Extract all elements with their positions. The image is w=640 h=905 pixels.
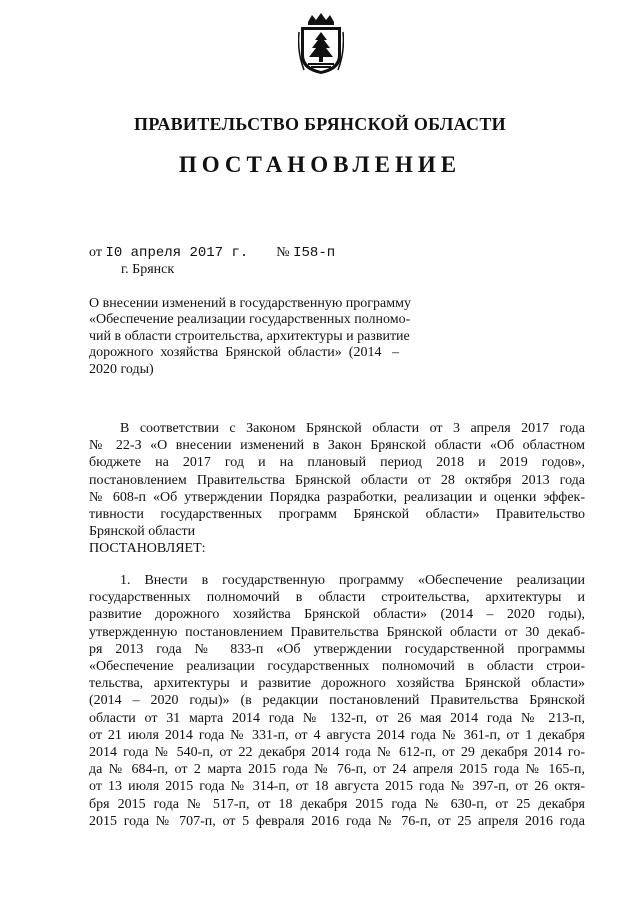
document-number: I58-п [293, 245, 336, 261]
number-prefix: № [276, 245, 290, 260]
subject-line: чий в области строительства, архитектуры и развитие [89, 328, 410, 344]
paragraph-line: 2015 года № 707-п, от 5 февраля 2016 года № 76-п, от 25 апреля 2016 года [89, 813, 585, 829]
paragraph-line: да № 684-п, от 2 марта 2015 года № 76-п, от 24 апреля 2015 года № 165-п, [89, 762, 585, 778]
paragraph-line: государственных полномочий в области строительства, архитектуры и [89, 590, 585, 606]
paragraph-line: № 608-п «Об утверждении Порядка разработки, реализации и оценки эффек- [89, 489, 585, 505]
paragraph-line: утвержденную постановлением Правительства Брянской области от 30 декаб- [89, 624, 585, 640]
item-1-paragraph [89, 572, 585, 830]
document-subject [89, 296, 439, 378]
paragraph-line: от 13 июля 2015 года № 314-п, от 18 августа 2015 года № 397-п, от 26 октя- [89, 779, 585, 795]
paragraph-line: В соответствии с Законом Брянской области от 3 апреля 2017 года [120, 421, 585, 436]
paragraph-line: Брянской области [89, 524, 196, 540]
document-type-title: ПОСТАНОВЛЕНИЕ [178, 152, 462, 177]
paragraph-line: развитие дорожного хозяйства Брянской области» (2014 – 2020 годы), [89, 607, 585, 623]
paragraph-line: области от 31 марта 2014 года № 132-п, от 26 мая 2014 года № 213-п, [89, 710, 585, 726]
resolves-heading: ПОСТАНОВЛЯЕТ: [89, 541, 206, 557]
paragraph-line: 1. Внести в государственную программу «Обеспечение реализации [120, 573, 585, 588]
date-number-line [89, 245, 335, 261]
date-prefix: от [89, 245, 102, 260]
preamble-paragraph [89, 420, 585, 558]
paragraph-line: № 22-З «О внесении изменений в Закон Брянской области «Об областном [89, 438, 585, 454]
paragraph-line: тельства, архитектуры и развитие дорожного хозяйства Брянской области» [89, 676, 585, 692]
subject-line: «Обеспечение реализации государственных полномо- [89, 312, 411, 328]
paragraph-line: постановлением Правительства Брянской области от 28 октября 2013 года [89, 472, 585, 488]
paragraph-line: ря 2013 года № 833-п «Об утверждении государственной программы [89, 641, 585, 657]
subject-line: О внесении изменений в государственную программу [89, 296, 411, 311]
subject-line: дорожного хозяйства Брянской области» (2014 – [89, 345, 399, 361]
paragraph-line: бря 2015 года № 517-п, от 18 декабря 2015 года № 630-п, от 25 декабря [89, 796, 585, 812]
organization-title: ПРАВИТЕЛЬСТВО БРЯНСКОЙ ОБЛАСТИ [134, 114, 506, 134]
paragraph-line: бюджете на 2017 год и на плановый период 2018 и 2019 годов», [89, 455, 585, 471]
paragraph-line: от 21 июля 2014 года № 331-п, от 4 августа 2014 года № 361-п, от 1 декабря [89, 727, 585, 743]
paragraph-line: (2014 – 2020 годы)» (в редакции постановлений Правительства Брянской [89, 693, 585, 709]
subject-line: 2020 годы) [89, 361, 154, 377]
paragraph-line: «Обеспечение реализации государственных полномочий в области строи- [89, 659, 585, 675]
city-line: г. Брянск [121, 262, 175, 277]
paragraph-line: 2014 года № 540-п, от 22 декабря 2014 года № 612-п, от 29 декабря 2014 го- [89, 745, 585, 761]
coat-of-arms-emblem [298, 12, 344, 76]
paragraph-line: тивности государственных программ Брянской области» Правительство [89, 507, 585, 523]
document-date: I0 апреля 2017 г. [105, 245, 249, 261]
